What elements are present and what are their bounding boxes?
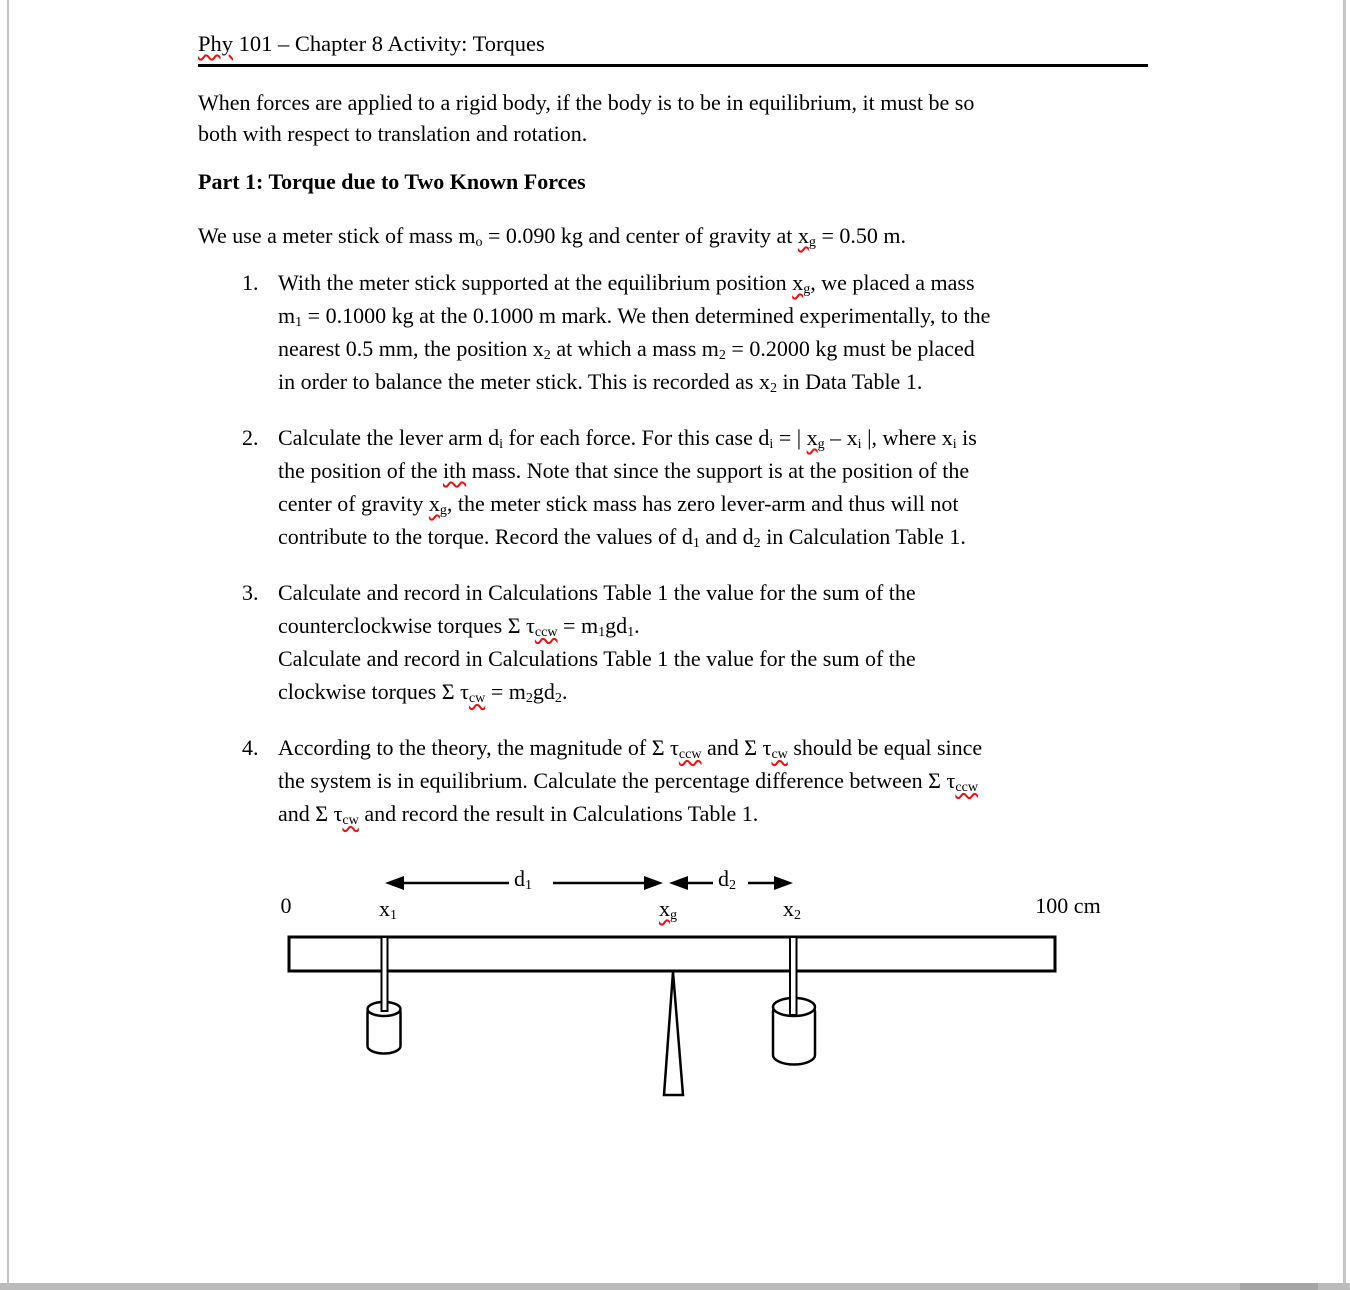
intro-paragraph: When forces are applied to a rigid body, if the body is to be in equilibrium, it must be so both with respect to translation and rotation. bbox=[198, 90, 975, 146]
d1-arrowhead-right bbox=[644, 876, 663, 890]
torque-diagram bbox=[0, 860, 1350, 1110]
page-right-edge bbox=[1343, 0, 1346, 1283]
document-content bbox=[198, 0, 1148, 1110]
list-item-2 bbox=[198, 421, 1148, 553]
list-item-text: Calculate the lever arm $d_i$ for each force. For this case $d_i$ = | $x_g - x_i$ |, where $x_i$ is the position of the ith mass. Note that since the support is at the position of the center of gravity $x_g$, the meter stick mass has zero lever-arm and thus will not contribute to the torque. Record the values of $d_1$ and $d_2$ in Calculation Table 1. bbox=[278, 425, 977, 551]
support-wedge bbox=[664, 972, 683, 1095]
x2-label: $x_2$ bbox=[782, 896, 802, 923]
d2-label: $d_2$ bbox=[717, 866, 737, 893]
d2-arrowhead-right bbox=[774, 876, 793, 890]
numbered-list bbox=[198, 266, 1148, 830]
list-item-text: Calculate and record in Calculations Table 1 the value for the sum of the counterclockwise torques Σ $\tau_{ccw} = m_1gd_1$. Calculate and record in Calculations Table 1 the value for the sum of the clockwise torques Σ $\tau_{cw} = m_2gd_2$. bbox=[278, 580, 916, 706]
d1-arrowhead-left bbox=[385, 876, 404, 890]
list-item-text: According to the theory, the magnitude of Σ $\tau_{ccw}$ and Σ $\tau_{cw}$ should be equal since the system is in equilibrium. Calculate the percentage difference between Σ $\tau_{ccw}$ and Σ $\tau_{cw}$ and record the result in Calculations Table 1. bbox=[278, 735, 983, 828]
list-item-1 bbox=[198, 266, 1148, 398]
horizontal-scrollbar[interactable] bbox=[0, 1283, 1350, 1290]
hanger-string-x2 bbox=[790, 937, 797, 1015]
list-item-number: 2. bbox=[242, 425, 259, 450]
list-item-4 bbox=[198, 731, 1148, 830]
x1-label: $x_1$ bbox=[378, 896, 398, 923]
scale-100cm-label: 100 cm bbox=[1035, 893, 1101, 918]
list-item-text: With the meter stick supported at the equilibrium position $x_g$, we placed a mass $m_1 = 0.1000$ kg at the 0.1000 m mark. We then determined experimentally, to the nearest 0.5 mm, the position $x_2$ at which a mass $m_2 = 0.2000$ kg must be placed in order to balance the meter stick. This is recorded as $x_2$ in Data Table 1. bbox=[278, 270, 991, 396]
hanger-string-x1 bbox=[382, 937, 388, 1011]
list-item-number: 4. bbox=[242, 735, 259, 760]
part1-intro-paragraph: We use a meter stick of mass $m_o = 0.090$ kg and center of gravity at $x_g = 0.50$ m. bbox=[198, 223, 906, 250]
page-left-edge bbox=[7, 0, 9, 1283]
part1-heading: Part 1: Torque due to Two Known Forces bbox=[198, 169, 586, 194]
list-item-number: 3. bbox=[242, 580, 259, 605]
scale-zero-label: 0 bbox=[280, 893, 292, 918]
meter-stick bbox=[289, 937, 1055, 971]
xg-label: $x_g$ bbox=[658, 896, 678, 923]
horizontal-scrollbar-thumb[interactable] bbox=[1240, 1283, 1318, 1290]
page-title: Phy 101 – Chapter 8 Activity: Torques bbox=[198, 0, 1148, 67]
d1-label: $d_1$ bbox=[513, 866, 533, 893]
list-item-3 bbox=[198, 576, 1148, 708]
list-item-number: 1. bbox=[242, 270, 259, 295]
